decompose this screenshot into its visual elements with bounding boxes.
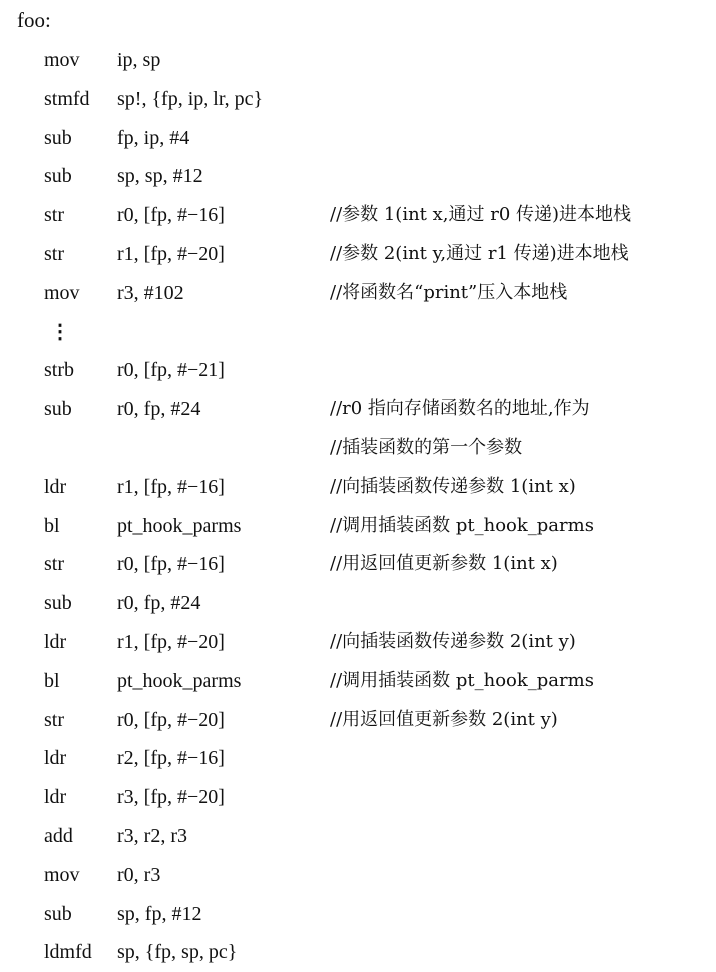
instruction-opcode: sub (44, 126, 72, 149)
instruction-operands: r1, [fp, #−20] (117, 630, 225, 653)
instruction-operands: sp, sp, #12 (117, 165, 203, 188)
code-line (0, 623, 716, 662)
code-comment: //参数 2(int y,通过 r1 传递)进本地栈 (330, 242, 629, 264)
instruction-operands: r1, [fp, #−20] (117, 242, 225, 265)
code-comment: //参数 1(int x,通过 r0 传递)进本地栈 (330, 204, 632, 226)
code-line (0, 895, 716, 934)
instruction-operands: sp!, {fp, ip, lr, pc} (117, 87, 264, 110)
instruction-operands: sp, fp, #12 (117, 902, 202, 925)
code-comment: //向插装函数传递参数 2(int y) (330, 630, 576, 652)
code-comment: //用返回值更新参数 2(int y) (330, 708, 558, 730)
instruction-opcode: sub (44, 592, 72, 615)
instruction-opcode: bl (44, 669, 60, 692)
instruction-operands: r2, [fp, #−16] (117, 747, 225, 770)
instruction-opcode: mov (44, 281, 80, 304)
instruction-operands: pt_hook_parms (117, 669, 242, 692)
comment-continuation-line (0, 429, 716, 468)
code-line (0, 157, 716, 196)
instruction-opcode: str (44, 242, 64, 265)
instruction-opcode: str (44, 708, 64, 731)
instruction-opcode: mov (44, 49, 80, 71)
vertical-ellipsis: ⋮ (50, 320, 70, 343)
instruction-opcode: strb (44, 359, 74, 382)
instruction-opcode: ldr (44, 475, 67, 498)
code-line (0, 41, 716, 80)
instruction-operands: r1, [fp, #−16] (117, 475, 225, 498)
instruction-opcode: ldr (44, 630, 67, 653)
instruction-opcode: stmfd (44, 87, 90, 110)
instruction-operands: pt_hook_parms (117, 514, 242, 537)
code-line (0, 390, 716, 429)
instruction-operands: fp, ip, #4 (117, 126, 190, 149)
code-line (0, 196, 716, 235)
code-comment: //调用插装函数 pt_hook_parms (330, 514, 594, 536)
instruction-opcode: bl (44, 514, 60, 537)
code-line (0, 778, 716, 817)
instruction-opcode: sub (44, 165, 72, 188)
code-ellipsis-line (0, 313, 716, 352)
code-line (0, 507, 716, 546)
instruction-opcode: str (44, 204, 64, 227)
instruction-opcode: sub (44, 398, 72, 421)
code-line (0, 933, 716, 972)
instruction-operands: r0, fp, #24 (117, 592, 201, 615)
code-comment: //将函数名“print”压入本地栈 (330, 281, 568, 303)
code-line (0, 662, 716, 701)
instruction-opcode: ldmfd (44, 941, 92, 964)
code-comment: //插装函数的第一个参数 (330, 436, 523, 458)
code-comment: //用返回值更新参数 1(int x) (330, 553, 558, 575)
code-line (0, 468, 716, 507)
code-line (0, 739, 716, 778)
instruction-operands: r0, [fp, #−16] (117, 204, 225, 227)
instruction-opcode: mov (44, 863, 80, 886)
instruction-opcode: add (44, 824, 73, 847)
instruction-operands: r0, [fp, #−20] (117, 708, 225, 731)
code-comment: //r0 指向存储函数名的地址,作为 (330, 398, 590, 420)
code-line (0, 545, 716, 584)
instruction-operands: r3, [fp, #−20] (117, 786, 225, 809)
code-line (0, 80, 716, 119)
function-label: foo: (17, 8, 51, 32)
instruction-operands: r3, #102 (117, 281, 184, 304)
code-line (0, 274, 716, 313)
instruction-opcode: sub (44, 902, 72, 925)
instruction-operands: r0, [fp, #−21] (117, 359, 225, 382)
instruction-operands: ip, sp (117, 49, 161, 71)
instruction-opcode: ldr (44, 747, 67, 770)
code-line (0, 351, 716, 390)
instruction-opcode: str (44, 553, 64, 576)
code-line (0, 235, 716, 274)
instruction-operands: r0, [fp, #−16] (117, 553, 225, 576)
code-line (0, 701, 716, 740)
assembly-listing (0, 41, 716, 972)
instruction-opcode: ldr (44, 786, 67, 809)
instruction-operands: r0, fp, #24 (117, 398, 201, 421)
code-line (0, 817, 716, 856)
code-line (0, 119, 716, 158)
code-line (0, 856, 716, 895)
code-comment: //向插装函数传递参数 1(int x) (330, 475, 576, 497)
code-comment: //调用插装函数 pt_hook_parms (330, 669, 594, 691)
code-line (0, 584, 716, 623)
instruction-operands: r0, r3 (117, 863, 161, 886)
instruction-operands: sp, {fp, sp, pc} (117, 941, 238, 964)
instruction-operands: r3, r2, r3 (117, 824, 187, 847)
